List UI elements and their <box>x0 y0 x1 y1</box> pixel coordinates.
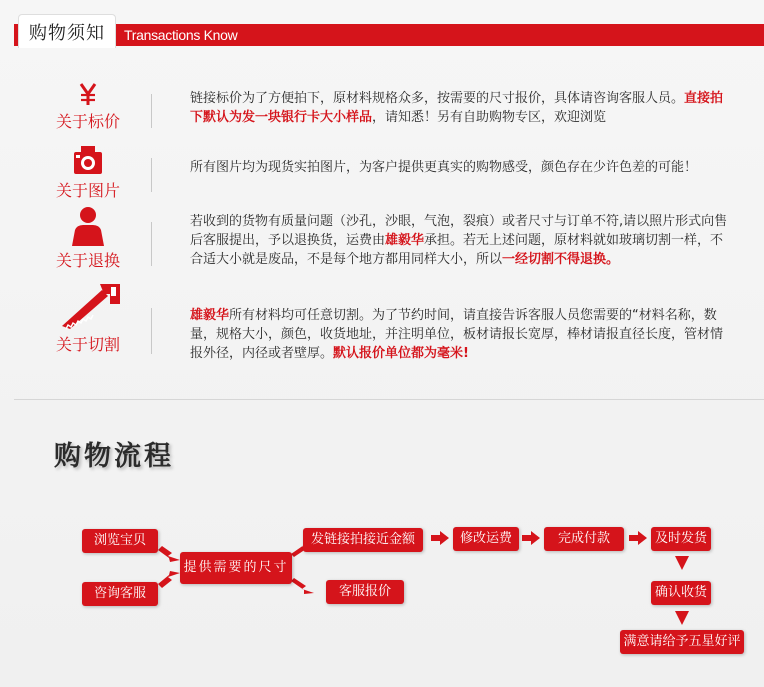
arrow-icon <box>675 611 689 625</box>
notice-highlight: 一经切割不得退换。 <box>502 252 620 267</box>
flow-step-ship: 及时发货 <box>651 527 711 551</box>
header-tab-title: 购物须知 <box>18 14 116 48</box>
arrow-icon <box>675 556 689 570</box>
arrow-icon <box>629 531 647 545</box>
brand-name: 雄毅华 <box>190 308 230 323</box>
notice-text-part: 所有材料均可任意切割。为了节约时间，请直接告诉客服人员您需要的“材料名称，数量，规格大小，颜色，收货地址，并注明单位，板材请报长宽厚，棒材请报直径长度，管材情报外径，内径或者壁厚。 <box>190 308 724 361</box>
notice-label-images: 关于图片 <box>55 181 120 200</box>
notice-text-part: 若收到的货物有质量问题（沙孔，沙眼，气泡，裂痕）或者尺寸与订单不符,请以照片形式向售后客服提出，予以退换货，运费由 <box>190 214 728 248</box>
flow-step-quote: 客服报价 <box>326 580 404 604</box>
flow-step-provide-size: 提供需要的尺寸 <box>180 552 292 584</box>
arrow-icon <box>431 531 449 545</box>
flow-step-browse: 浏览宝贝 <box>82 529 158 553</box>
notice-text-part: 链接标价为了方便拍下，原材料规格众多，按需要的尺寸报价，具体请咨询客服人员。 <box>190 91 685 106</box>
arrow-icon <box>158 546 180 562</box>
notice-label-cutting: 关于切割 <box>55 335 120 354</box>
flow-title: 购物流程 <box>54 441 174 472</box>
notice-highlight: 默认报价单位都为毫米! <box>333 346 469 361</box>
flow-step-send-link: 发链接拍接近金额 <box>303 528 423 552</box>
flow-step-modify-shipping: 修改运费 <box>453 527 519 551</box>
arrow-icon <box>291 578 314 594</box>
brand-name: 雄毅华 <box>385 233 425 248</box>
notice-text-images: 所有图片均为现货实拍图片，为客户提供更真实的购物感受，颜色存在少许色差的可能！ <box>190 160 698 175</box>
header-subtitle: Transactions Know <box>124 27 238 43</box>
flow-step-complete-payment: 完成付款 <box>544 527 624 551</box>
flow-step-confirm: 确认收货 <box>651 581 711 605</box>
flow-step-consult: 咨询客服 <box>82 582 158 606</box>
arrow-icon <box>522 531 540 545</box>
notice-label-pricing: 关于标价 <box>55 112 120 131</box>
notice-text-part: ，请知悉！另有自助购物专区，欢迎浏览 <box>372 110 607 125</box>
notice-highlight: 直接拍下默认为发一块银行卡大小样品 <box>190 91 724 125</box>
notice-label-returns: 关于退换 <box>55 251 120 270</box>
arrow-icon <box>158 571 180 588</box>
flow-step-review: 满意请给予五星好评 <box>620 630 744 654</box>
notice-text-part: 承担。若无上述问题，原材料就如玻璃切割一样，不合适大小就是废品，不是每个地方都用同样大小，所以 <box>190 233 724 267</box>
